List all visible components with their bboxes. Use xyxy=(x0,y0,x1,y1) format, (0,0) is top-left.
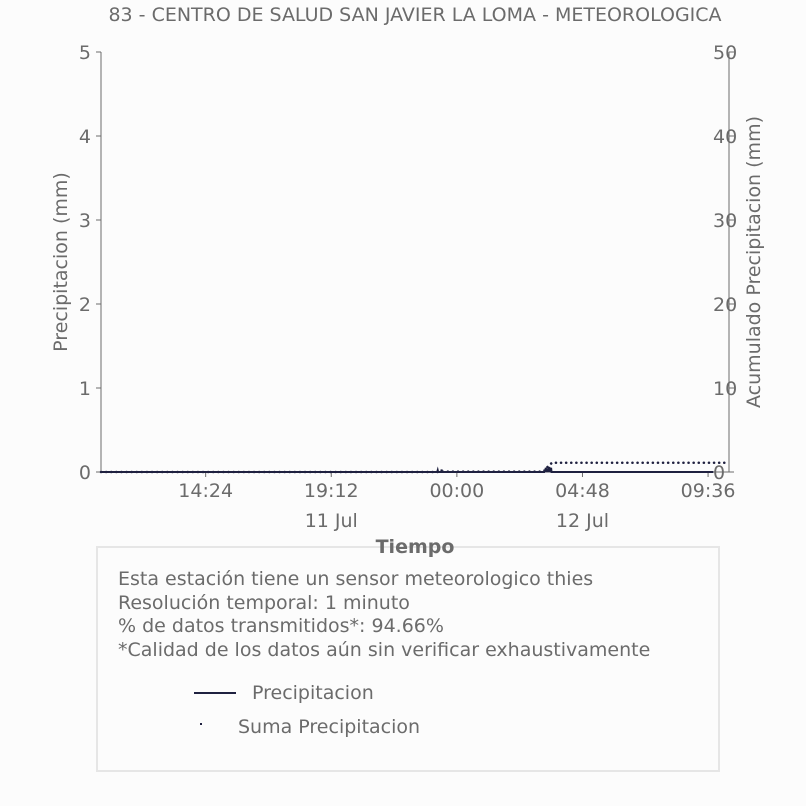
series-suma-precipitacion xyxy=(101,463,729,472)
info-lines xyxy=(118,568,650,662)
info-resolution: Resolución temporal: 1 minuto xyxy=(118,591,410,614)
legend-line-symbol xyxy=(194,692,236,694)
y2-axis-ticks xyxy=(713,42,737,484)
info-sensor: Esta estación tiene un sensor meteorologico thies xyxy=(118,568,594,590)
chart-title: 83 - CENTRO DE SALUD SAN JAVIER LA LOMA - METEOROLOGICA xyxy=(108,4,722,26)
y-tick-label: 4 xyxy=(78,126,91,148)
x-tick-date-label: 11 Jul xyxy=(304,510,358,532)
legend-label-suma: Suma Precipitacion xyxy=(238,716,421,738)
y2-tick-label: 10 xyxy=(713,378,738,400)
y2-tick-label: 0 xyxy=(713,462,726,484)
info-quality-note: *Calidad de los datos aún sin verificar exhaustivamente xyxy=(118,638,651,661)
y-axis-label: Precipitacion (mm) xyxy=(50,172,72,352)
legend-label-precipitacion: Precipitacion xyxy=(252,682,374,704)
x-tick-label: 19:12 xyxy=(303,480,359,502)
info-box xyxy=(96,546,720,772)
y2-axis-label: Acumulado Precipitacion (mm) xyxy=(743,116,765,408)
info-transmitted: % de datos transmitidos*: 94.66% xyxy=(118,615,444,637)
y-tick-label: 5 xyxy=(78,42,91,64)
y-tick-label: 3 xyxy=(78,210,91,232)
y2-tick-label: 50 xyxy=(713,42,738,64)
x-tick-date-label: 12 Jul xyxy=(555,510,610,532)
x-tick-label: 09:36 xyxy=(680,480,736,502)
legend-dot-symbol xyxy=(200,723,202,725)
y2-tick-label: 40 xyxy=(713,126,738,148)
axes xyxy=(101,52,729,472)
y-tick-label: 1 xyxy=(78,378,91,400)
y-tick-label: 2 xyxy=(78,294,91,316)
y2-tick-label: 20 xyxy=(713,294,738,316)
x-tick-label: 14:24 xyxy=(178,480,234,502)
y-axis-ticks xyxy=(79,42,101,484)
x-tick-label: 04:48 xyxy=(555,480,610,502)
y2-tick-label: 30 xyxy=(713,210,738,232)
x-axis-ticks xyxy=(178,472,735,532)
x-tick-label: 00:00 xyxy=(429,480,485,502)
x-axis-label: Tiempo xyxy=(375,536,455,558)
series-layer xyxy=(101,463,729,472)
y-tick-label: 0 xyxy=(78,462,91,484)
